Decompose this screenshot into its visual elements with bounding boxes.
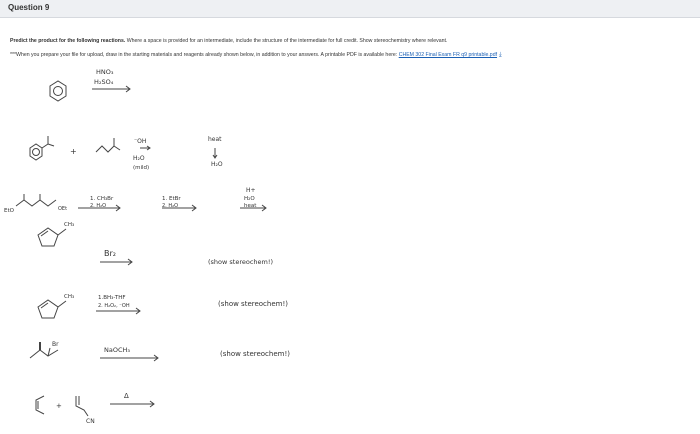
r4-reagent: Br₂: [104, 249, 116, 258]
r7-cn: CN: [86, 418, 95, 425]
r5-note: (show stereochem!): [218, 300, 289, 308]
r6-reagent: NaOCH₃: [104, 346, 130, 354]
methylcyclopentene-5: [38, 300, 66, 318]
ketoester-structure: [16, 194, 56, 206]
download-icon[interactable]: ⤓: [499, 52, 502, 58]
diene-structure: [36, 396, 44, 414]
r5-step1: 1.BH₃-THF: [98, 295, 126, 301]
methylcyclopentene-4: [38, 228, 66, 246]
r1-reagent-1: HNO₃: [96, 68, 114, 76]
r3-alt1: 1. EtBr: [162, 196, 181, 202]
r4-methyl: CH₃: [64, 222, 75, 228]
r7-heat: Δ: [124, 392, 129, 400]
r2-water: H₂O: [133, 155, 145, 162]
benzene-structure: [50, 81, 66, 101]
benzaldehyde-structure: [30, 136, 54, 160]
r3-step2: 2. H₂O: [90, 203, 107, 209]
instructions-rest: Where a space is provided for an intermediate, include the structure of the intermediate for full credit. Show stereochemistry where relevant.: [125, 38, 448, 44]
plus-sign-1: +: [70, 147, 77, 156]
r3-step1: 1. CH₃Br: [90, 196, 114, 202]
r3-acid1: H+: [246, 187, 256, 194]
r6-note: (show stereochem!): [220, 350, 291, 358]
r2-water2: H₂O: [211, 161, 223, 168]
r5-methyl: CH₃: [64, 294, 75, 300]
instructions-bold: Predict the product for the following reactions.: [10, 38, 126, 44]
r5-step2: 2. H₂O₂, ⁻OH: [98, 303, 130, 309]
r3-acid2: H₂O: [244, 196, 255, 202]
r3-oet: OEt: [58, 206, 68, 212]
upload-note-text: ***When you prepare your file for upload, draw in the starting materials and reagents already shown below, in addition to your answers. A printable PDF is available here:: [10, 52, 399, 58]
r2-heat: heat: [208, 136, 222, 143]
acrylonitrile-structure: [76, 396, 88, 416]
r1-reagent-2: H₂SO₄: [94, 78, 114, 86]
r3-alt2: 2. H₂O: [162, 203, 179, 209]
plus-sign-2: +: [56, 402, 62, 410]
propanal-structure: [96, 138, 120, 152]
r3-acid3: heat: [244, 203, 257, 209]
r2-mild: (mild): [133, 165, 150, 171]
r3-eto: EtO: [4, 208, 14, 214]
r2-oh: ⁻OH: [134, 138, 147, 145]
pdf-link[interactable]: CHEM 302 Final Exam FR q9 printable.pdf: [398, 52, 498, 58]
r6-br: Br: [52, 341, 59, 348]
r4-note: (show stereochem!): [208, 258, 274, 266]
question-title: Question 9: [8, 3, 50, 12]
